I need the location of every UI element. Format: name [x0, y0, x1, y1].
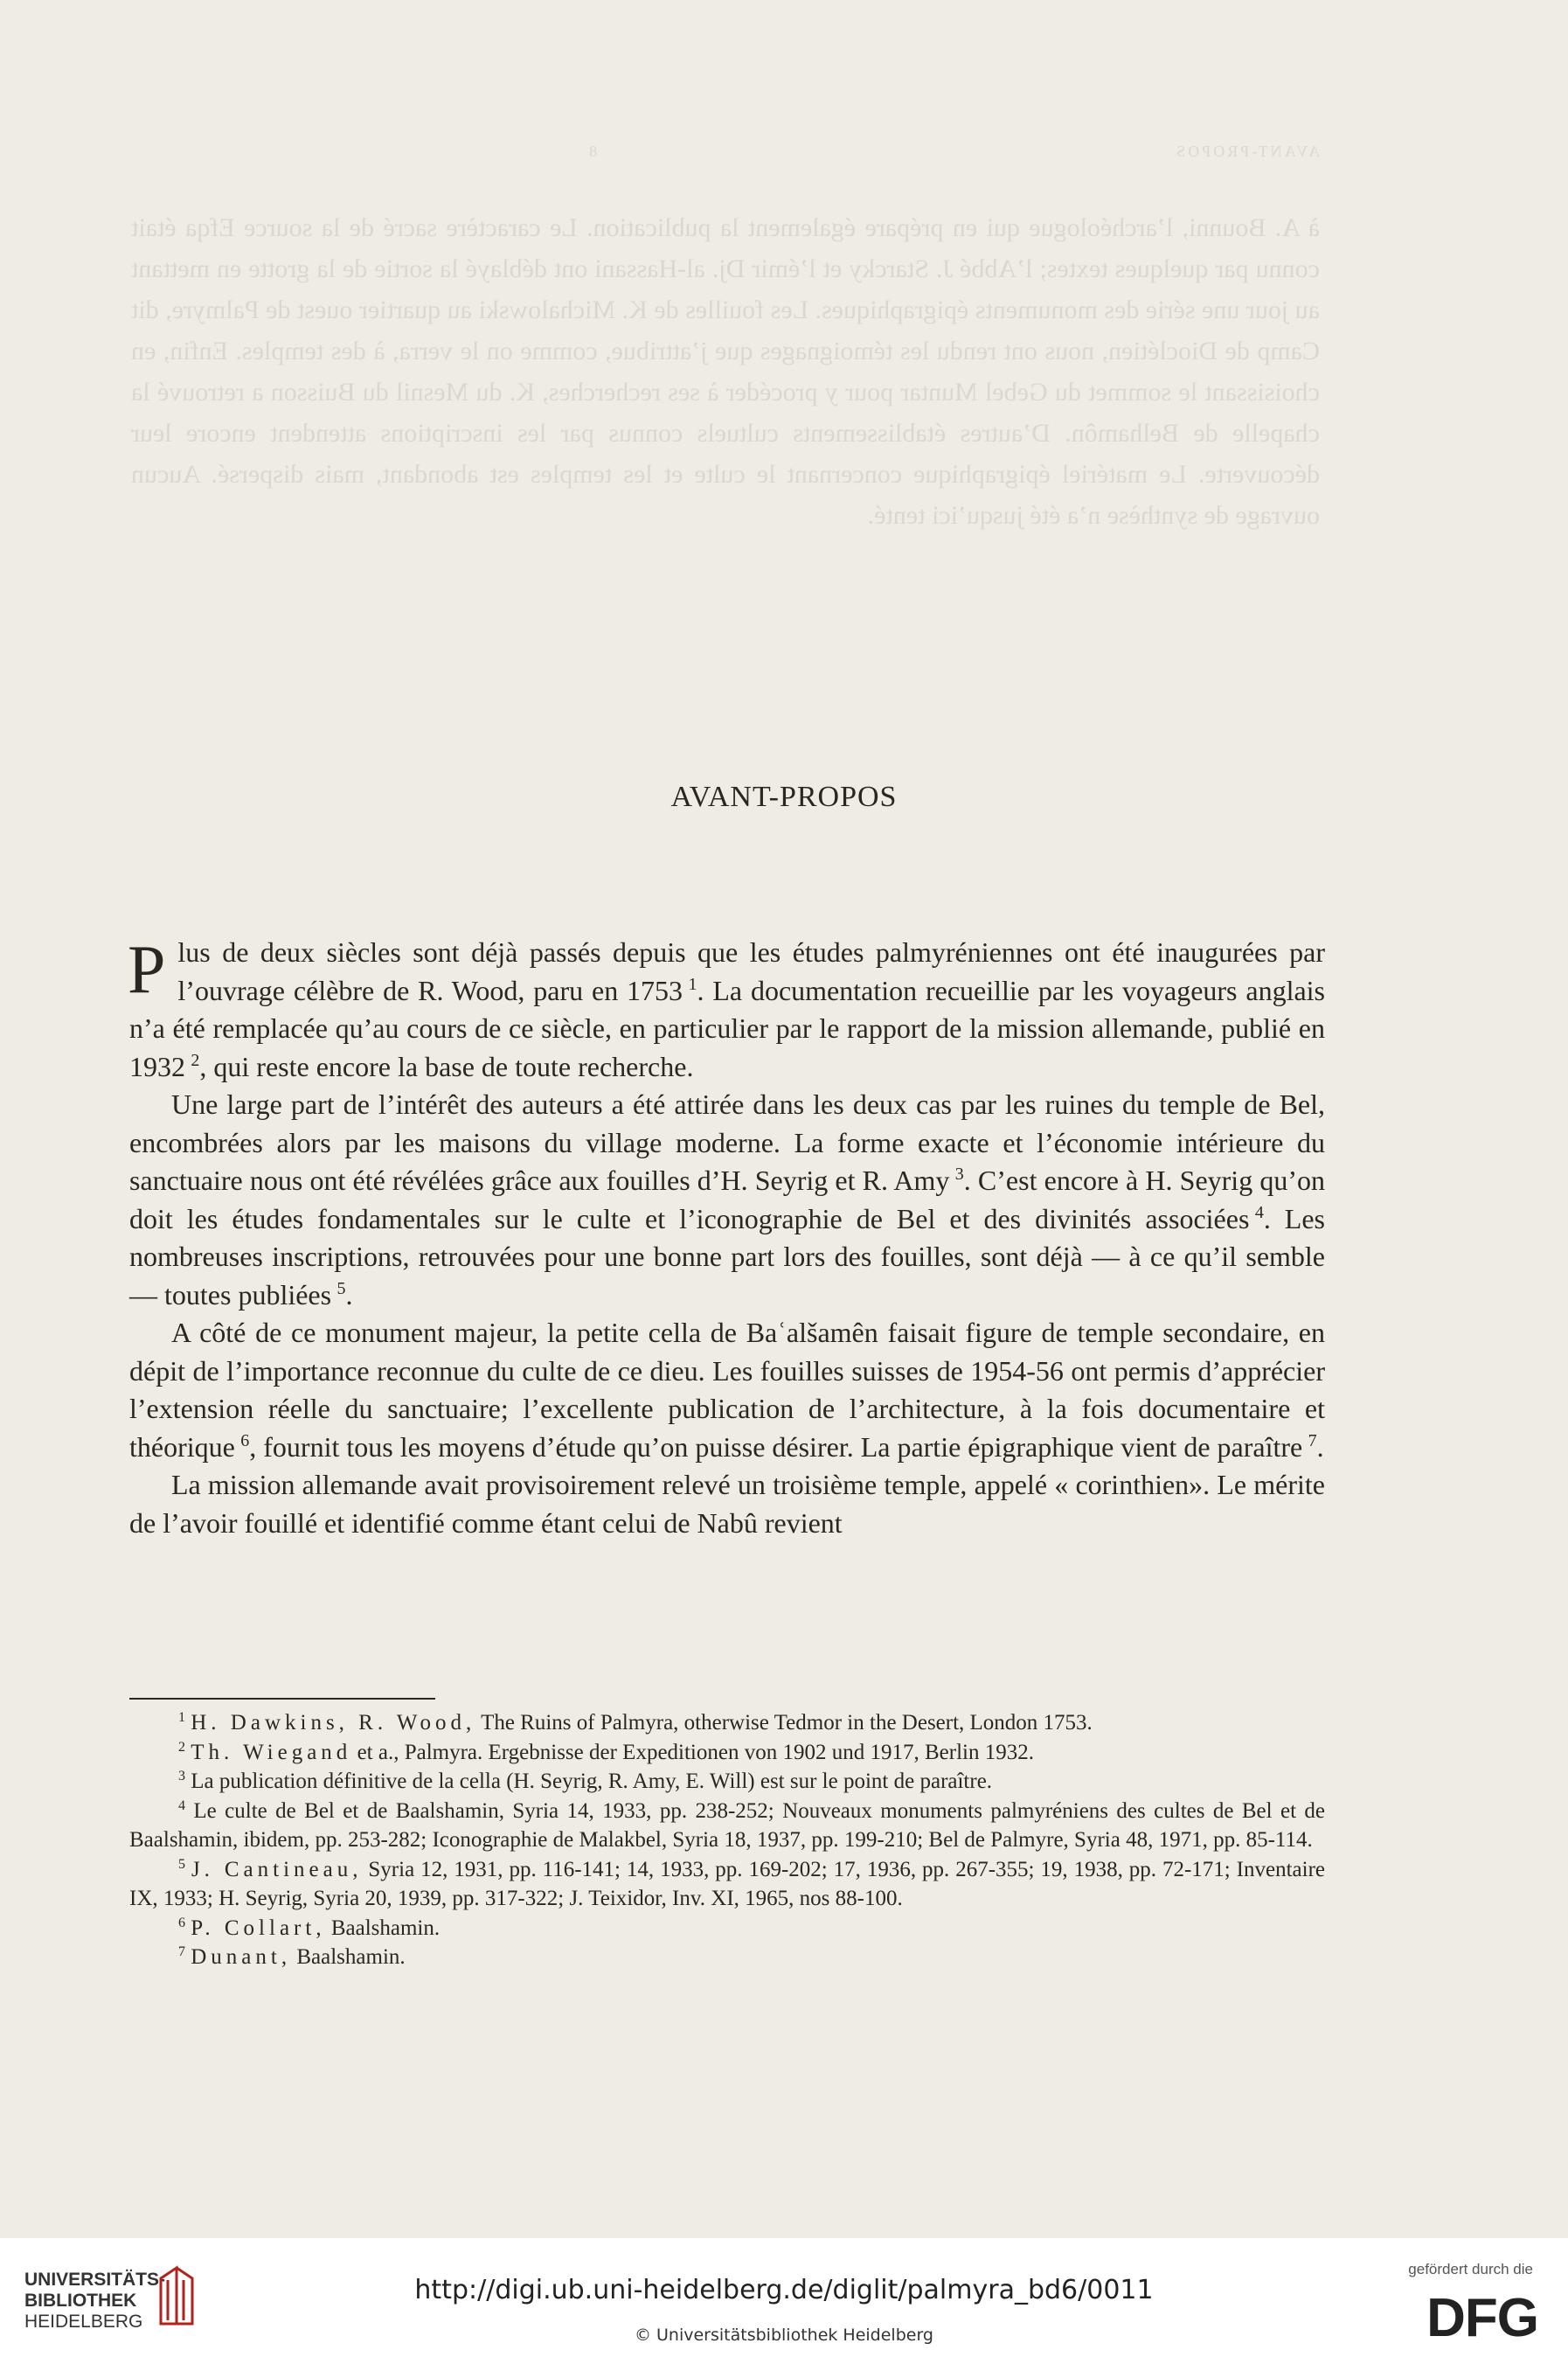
- footnote-author: P. Collart,: [191, 1916, 326, 1940]
- paragraph-2: [129, 1086, 1325, 1314]
- paragraph-1: [128, 931, 1326, 1086]
- copyright-notice: © Universitätsbibliothek Heidelberg: [634, 2326, 933, 2345]
- text-run: .: [1316, 1430, 1324, 1463]
- footnote-divider: [129, 1698, 435, 1700]
- paragraph-4: [129, 1466, 1325, 1542]
- footnote-number: 4: [178, 1797, 185, 1813]
- text-run: , qui reste encore la base de toute recherche.: [199, 1050, 694, 1082]
- dfg-logo[interactable]: DFG: [1426, 2288, 1538, 2348]
- drop-cap: P: [128, 931, 166, 1007]
- footnote-ref[interactable]: 3: [954, 1165, 964, 1184]
- viewer-footer: [0, 2238, 1568, 2364]
- footnote-7: [129, 1943, 1325, 1972]
- footnote-1: [129, 1708, 1325, 1738]
- footnote-number: 2: [178, 1739, 185, 1755]
- library-name-line: HEIDELBERG: [24, 2312, 143, 2332]
- text-run: . C’est encore à H. Seyrig qu’on doit les études fondamentales sur le culte et l’iconographie de Bel et des divinités associées: [129, 1165, 1325, 1234]
- show-through-text: AVANT-PROPOS 8 à A. Bounni, l’archéologue qui en prépare également la publication. Le caractère sacré de la source Efqa était connu par quelques textes; l’Abbé J. Starcky et l’émir Dj. al-Hassani ont déblayé la sortie de la grotte en mettant au jour une série des monuments épigraphiques. Les fouilles de K. Michalowski au quartier ouest de Palmyre, dit Camp de Dioclétien, nous ont rendu les témoignages que j’attribue, comme on le verra, à des temples. Enfin, en choisissant le sommet du Gebel Muntar pour y procéder à ses recherches, K. du Mesnil du Buisson a retrouvé la chapelle de Belhamôn. D’autres établissements cultuels connus par les inscriptions attendent encore leur découverte. Le matériel épigraphique concernant le culte et les temples est abondant, mais dispersé. Aucun ouvrage de synthèse n’a été jusqu’ici tenté.: [131, 143, 1320, 530]
- footnote-author: Dunant,: [191, 1945, 292, 1969]
- footnote-ref[interactable]: 5: [336, 1278, 346, 1298]
- footnote-number: 7: [178, 1944, 185, 1959]
- footnote-author: H. Dawkins, R. Wood,: [191, 1711, 476, 1735]
- footnote-5: [129, 1855, 1325, 1914]
- footnote-author: Th. Wiegand: [191, 1740, 352, 1764]
- funding-label: gefördert durch die: [1408, 2261, 1533, 2277]
- text-run: La mission allemande avait provisoirement relevé un troisième temple, appelé « corinthien». Le mérite de l’avoir fouillé et identifié comme étant celui de Nabû revient: [129, 1469, 1325, 1539]
- footnote-number: 6: [178, 1915, 185, 1930]
- text-run: . Les nombreuses inscriptions, retrouvées pour une bonne part lors des fouilles, sont déjà — à ce qu’il semble — toutes publiées: [129, 1202, 1326, 1311]
- footnote-ref[interactable]: 2: [191, 1050, 200, 1070]
- footnote-text: Syria 12, 1931, pp. 116-141; 14, 1933, pp. 169-202; 17, 1936, pp. 267-355; 19, 1938, pp. 72-171; Inventaire IX, 1933; H. Seyrig, Syria 20, 1939, pp. 317-322; J. Teixidor, Inv. XI, 1965, nos 88-100.: [129, 1857, 1326, 1910]
- paragraph-3: [129, 1314, 1325, 1466]
- library-name-line: UNIVERSITÄTS-: [24, 2270, 166, 2290]
- footnote-text: Baalshamin.: [291, 1945, 406, 1969]
- footnote-text: La publication définitive de la cella (H. Seyrig, R. Amy, E. Will) est sur le point de paraître.: [191, 1770, 993, 1793]
- footnote-ref[interactable]: 4: [1254, 1202, 1264, 1222]
- footnote-ref[interactable]: 6: [240, 1430, 250, 1450]
- text-run: . La documentation recueillie par les voyageurs anglais n’a été remplacée qu’au cours de ce siècle, en particulier par le rapport de la mission allemande, publié en 1932: [129, 974, 1326, 1082]
- page-title: AVANT-PROPOS: [670, 781, 898, 813]
- footnote-4: [129, 1797, 1325, 1855]
- footnote-text: The Ruins of Palmyra, otherwise Tedmor in the Desert, London 1753.: [475, 1711, 1093, 1735]
- footnote-text: Baalshamin.: [325, 1916, 441, 1940]
- footnote-ref[interactable]: 1: [688, 974, 697, 994]
- footnote-text: et a., Palmyra. Ergebnisse der Expeditionen von 1902 und 1917, Berlin 1932.: [351, 1740, 1034, 1764]
- footnote-number: 1: [178, 1710, 185, 1725]
- library-name-line: BIBLIOTHEK: [24, 2291, 137, 2311]
- footnote-number: 5: [178, 1856, 185, 1872]
- footnotes: [129, 1708, 1325, 1972]
- footnote-author: J. Cantineau,: [191, 1857, 363, 1881]
- footnote-6: [129, 1914, 1325, 1943]
- text-run: Une large part de l’intérêt des auteurs a été attirée dans les deux cas par les ruines du temple de Bel, encombrées alors par les maisons du village moderne. La forme exacte et l’économie intérieure du sanctuaire nous ont été révélées grâce aux fouilles d’H. Seyrig et R. Amy: [129, 1088, 1325, 1196]
- footnote-2: [129, 1738, 1325, 1768]
- footnote-number: 3: [178, 1769, 185, 1783]
- footnote-3: [129, 1767, 1325, 1797]
- text-run: lus de deux siècles sont déjà passés depuis que les études palmyréniennes ont été inaugurées par l’ouvrage célèbre de R. Wood, paru en 1753: [177, 936, 1325, 1006]
- footnote-text: Le culte de Bel et de Baalshamin, Syria 14, 1933, pp. 238-252; Nouveaux monuments palmyréniens des cultes de Bel et de Baalshamin, ibidem, pp. 253-282; Iconographie de Malakbel, Syria 18, 1937, pp. 199-210; Bel de Palmyre, Syria 48, 1971, pp. 85-114.: [129, 1798, 1326, 1852]
- main-text: [128, 931, 1326, 1542]
- text-run: , fournit tous les moyens d’étude qu’on puisse désirer. La partie épigraphique vient de paraître: [249, 1430, 1303, 1463]
- permalink-url[interactable]: http://digi.ub.uni-heidelberg.de/diglit/palmyra_bd6/0011: [414, 2275, 1154, 2305]
- text-run: A côté de ce monument majeur, la petite cella de Baʿalšamên faisait figure de temple secondaire, en dépit de l’importance reconnue du culte de ce dieu. Les fouilles suisses de 1954-56 ont permis d’apprécier l’extension réelle du sanctuaire; l’excellente publication de l’architecture, à la fois documentaire et théorique: [129, 1317, 1325, 1463]
- footnote-ref[interactable]: 7: [1308, 1430, 1317, 1450]
- text-run: .: [345, 1278, 353, 1311]
